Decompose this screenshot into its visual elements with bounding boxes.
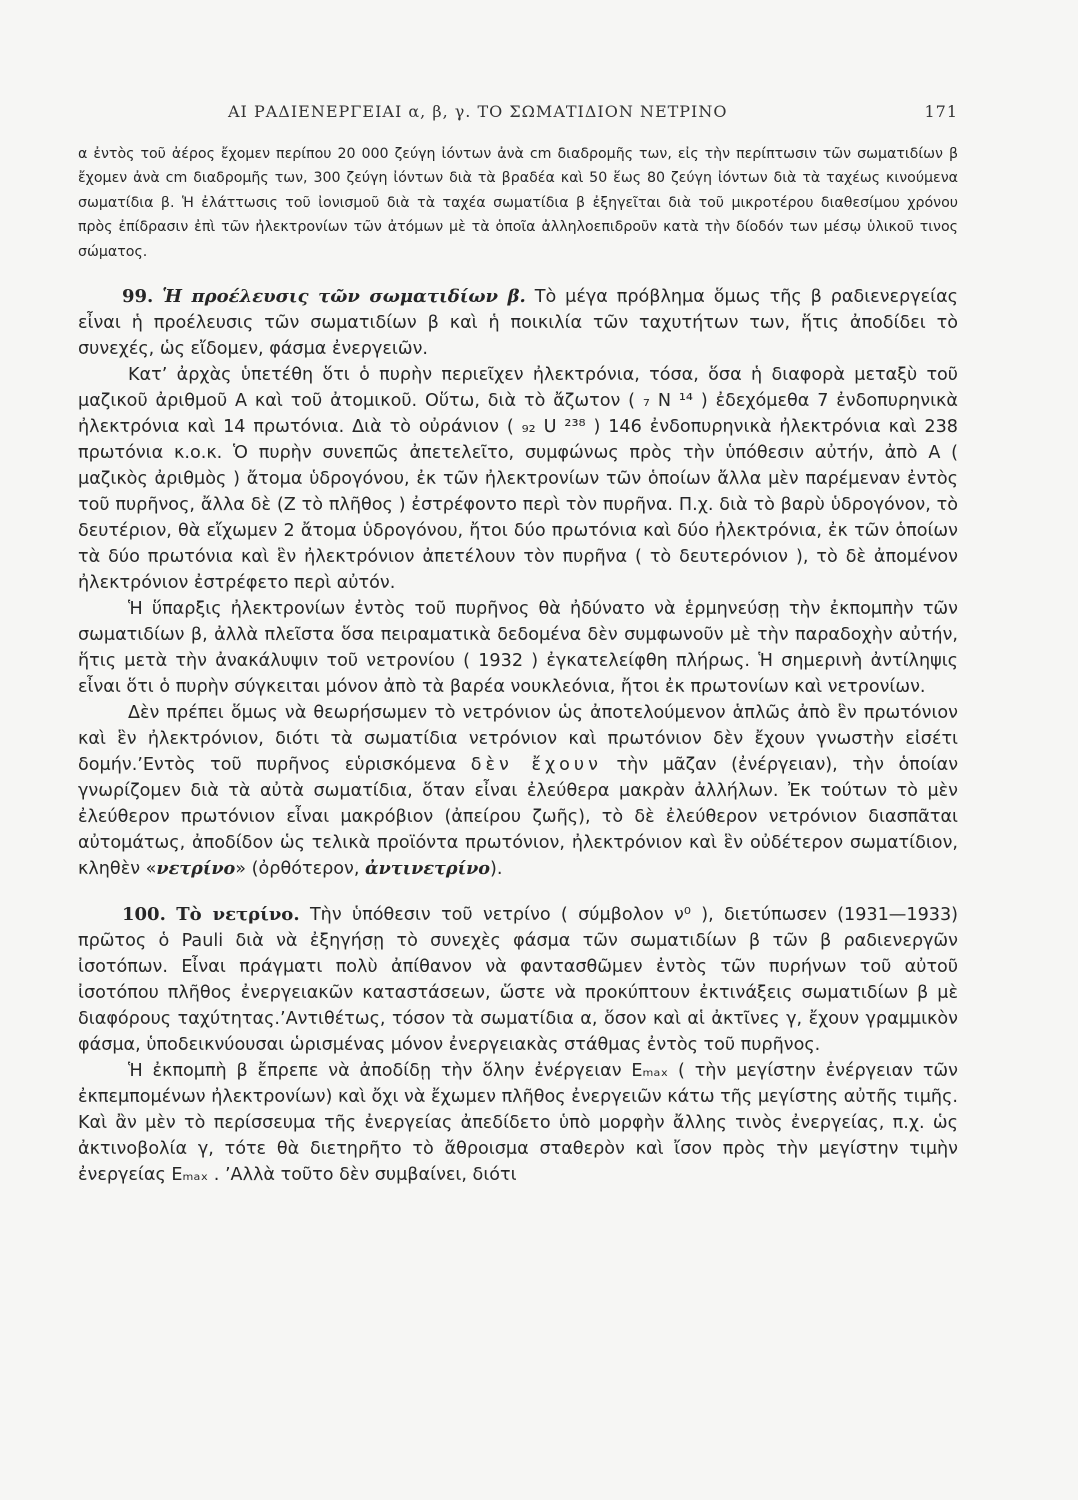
section-99 [78,284,958,882]
section-100 [78,902,958,1188]
section-99-paragraph-4-b: τὴν μᾶζαν (ἐνέργειαν), τὴν ὁποίαν γνωρίζομεν διὰ τὰ αὐτὰ σωματίδια, ὅταν εἶναι ἐλεύθερα μακρὰν ἀλλήλων. Ἐκ τούτων τὸ μὲν ἐλεύθερον πρωτόνιον εἶναι μακρόβιον (ἀπείρου ζωῆς), τὸ δὲ ἐλεύθερον νετρόνιον διασπᾶται αὐτομάτως, ἀποδίδον ὡς τελικὰ προϊόντα πρωτόνιον, ἠλεκτρόνιον καὶ ἓν οὐδέτερον σωματίδιον, κληθὲν « [78,755,959,880]
section-99-title: Ἡ προέλευσις τῶν σωματιδίων β. [162,286,526,308]
page-number: 171 [924,102,958,121]
section-99-paragraph-4-end: ). [490,859,503,880]
section-99-paragraph-2: Κατ’ ἀρχὰς ὑπετέθη ὅτι ὁ πυρὴν περιεῖχεν ἠλεκτρόνια, τόσα, ὅσα ἡ διαφορὰ μεταξὺ τοῦ μαζικοῦ ἀριθμοῦ A καὶ τοῦ ἀτομικοῦ. Οὕτω, διὰ τὸ ἄζωτον ( ₇ N ¹⁴ ) ἐδεχόμεθα 7 ἐνδοπυρηνικὰ ἠλεκτρόνια καὶ 14 πρωτόνια. Διὰ τὸ οὐράνιον ( ₉₂ U ²³⁸ ) 146 ἐνδοπυρηνικὰ ἠλεκτρόνια καὶ 238 πρωτόνια κ.ο.κ. Ὁ πυρὴν συνεπῶς ἀπετελεῖτο, συμφώνως πρὸς τὴν ὑπόθεσιν αὐτήν, ἀπὸ A ( μαζικὸς ἀριθμὸς ) ἄτομα ὑδρογόνου, ἐκ τῶν ἠλεκτρονίων τῶν ὁποίων ἄλλα μὲν παρέμεναν ἐντὸς τοῦ πυρῆνος, ἄλλα δὲ (Z τὸ πλῆθος ) ἐστρέφοντο περὶ τὸν πυρῆνα. Π.χ. διὰ τὸ βαρὺ ὑδρογόνον, τὸ δευτέριον, θὰ εἴχωμεν 2 ἄτομα ὑδρογόνου, ἤτοι δύο πρωτόνια καὶ δύο ἠλεκτρόνια, ἐκ τῶν ὁποίων τὰ δύο πρωτόνια καὶ ἓν ἠλεκτρόνιον ἀπετέλουν τὸν πυρῆνα ( τὸ δευτερόνιον ), τὸ δὲ ἀπομένον ἠλεκτρόνιον ἐστρέφετο περὶ αὐτόν. [78,365,958,594]
section-99-paragraph-4-c: » (ὀρθότερον, [235,859,360,880]
section-99-number: 99. [122,286,154,308]
spaced-emphasis: δὲν ἔχουν [470,755,602,776]
section-99-paragraph-1 [78,284,958,362]
term-antineutrino: ἀντινετρίνο [365,858,491,880]
section-99-paragraph-4 [78,700,958,882]
section-100-paragraph-1-text: Τὴν ὑπόθεσιν τοῦ νετρίνο ( σύμβολον ν⁰ ), διετύπωσεν (1931—1933) πρῶτος ὁ Pauli διὰ νὰ ἐξηγήσῃ τὸ συνεχὲς φάσμα τῶν σωματιδίων β τῶν β ραδιενεργῶν ἰσοτόπων. Εἶναι πράγματι πολὺ ἀπίθανον νὰ φαντασθῶμεν ἐντὸς τῶν πυρήνων τοῦ αὐτοῦ ἰσοτόπου πλῆθος ἐνεργειακῶν καταστάσεων, ὥστε νὰ προκύπτουν ἐκτινάξεις σωματιδίων β μὲ διαφόρους ταχύτητας.’Αντιθέτως, τόσον τὰ σωματίδια α, ὅσον καὶ αἱ ἀκτῖνες γ, ἔχουν γραμμικὸν φάσμα, ὑποδεικνύουσαι ὡρισμένας μόνον ἐνεργειακὰς στάθμας ἐντὸς τοῦ πυρῆνος. [78,905,959,1056]
section-99-paragraph-1-text: Τὸ μέγα πρόβλημα ὅμως τῆς β ραδιενεργείας εἶναι ἡ προέλευσις τῶν σωματιδίων β καὶ ἡ ποικιλία τῶν ταχυτήτων των, ἥτις ἀποδίδει τὸ συνεχές, ὡς εἴδομεν, φάσμα ἐνεργειῶν. [78,287,958,360]
section-100-number: 100. [122,904,166,926]
section-99-paragraph-4-a: Δὲν πρέπει ὅμως νὰ θεωρήσωμεν τὸ νετρόνιον ὡς ἀποτελούμενον ἁπλῶς ἀπὸ ἓν πρωτόνιον καὶ ἓν ἠλεκτρόνιον, διότι τὰ σωματίδια νετρόνιον καὶ πρωτόνιον δὲν ἔχουν γνωστὴν εἰσέτι δομήν.’Εντὸς τοῦ πυρῆνος εὑρισκόμενα [78,703,958,776]
running-title: ΑΙ ΡΑΔΙΕΝΕΡΓΕΙΑΙ α, β, γ. ΤΟ ΣΩΜΑΤΙΔΙΟΝ ΝΕΤΡΙΝΟ [228,102,728,121]
section-99-paragraph-3: Ἡ ὕπαρξις ἠλεκτρονίων ἐντὸς τοῦ πυρῆνος θὰ ἠδύνατο νὰ ἑρμηνεύσῃ τὴν ἐκπομπὴν τῶν σωματιδίων β, ἀλλὰ πλεῖστα ὅσα πειραματικὰ δεδομένα δὲν συμφωνοῦν μὲ τὴν παραδοχὴν αὐτήν, ἥτις μετὰ τὴν ἀνακάλυψιν τοῦ νετρονίου ( 1932 ) ἐγκατελείφθη πλήρως. Ἡ σημερινὴ ἀντίληψις εἶναι ὅτι ὁ πυρὴν σύγκειται μόνον ἀπὸ τὰ βαρέα νουκλεόνια, ἤτοι ἐκ πρωτονίων καὶ νετρονίων. [78,599,958,698]
running-header [78,98,958,128]
intro-paragraph-block [78,142,958,264]
intro-paragraph: α ἐντὸς τοῦ ἀέρος ἔχομεν περίπου 20 000 ζεύγη ἰόντων ἀνὰ cm διαδρομῆς των, εἰς τὴν περίπτωσιν τῶν σωματιδίων β ἔχομεν ἀνὰ cm διαδρομῆς των, 300 ζεύγη ἰόντων διὰ τὰ βραδέα καὶ 50 ἕως 80 ζεύγη ἰόντων διὰ τὰ ταχέως κινούμενα σωματίδια β. Ἡ ἐλάττωσις τοῦ ἰονισμοῦ διὰ τὰ ταχέα σωματίδια β ἐξηγεῖται διὰ τοῦ μικροτέρου διαθεσίμου χρόνου πρὸς ἐπίδρασιν ἐπὶ τῶν ἠλεκτρονίων τῶν ἀτόμων μὲ τὰ ὁποῖα ἀλληλοεπιδροῦν κατὰ τὴν δίοδόν των μέσῳ ὑλικοῦ τινος σώματος. [78,146,958,260]
section-100-title: Τὸ νετρίνο. [176,904,300,926]
section-100-paragraph-1 [78,902,958,1058]
term-neutrino: νετρίνο [156,858,236,880]
section-100-paragraph-2: Ἡ ἐκπομπὴ β ἔπρεπε νὰ ἀποδίδῃ τὴν ὅλην ἐνέργειαν Eₘₐₓ ( τὴν μεγίστην ἐνέργειαν τῶν ἐκπεμπομένων ἠλεκτρονίων) καὶ ὄχι νὰ ἔχωμεν πλῆθος ἐνεργειῶν κάτω τῆς μεγίστης αὐτῆς τιμῆς. Καὶ ἂν μὲν τὸ περίσσευμα τῆς ἐνεργείας ἀπεδίδετο ὑπὸ μορφὴν ἄλλης τινὸς ἐνεργείας, π.χ. ὡς ἀκτινοβολία γ, τότε θὰ διετηρῆτο τὸ ἄθροισμα σταθερὸν καὶ ἴσον πρὸς τὴν μεγίστην τιμὴν ἐνεργείας Eₘₐₓ . ’Αλλὰ τοῦτο δὲν συμβαίνει, διότι [78,1061,958,1186]
book-page [78,98,958,1188]
